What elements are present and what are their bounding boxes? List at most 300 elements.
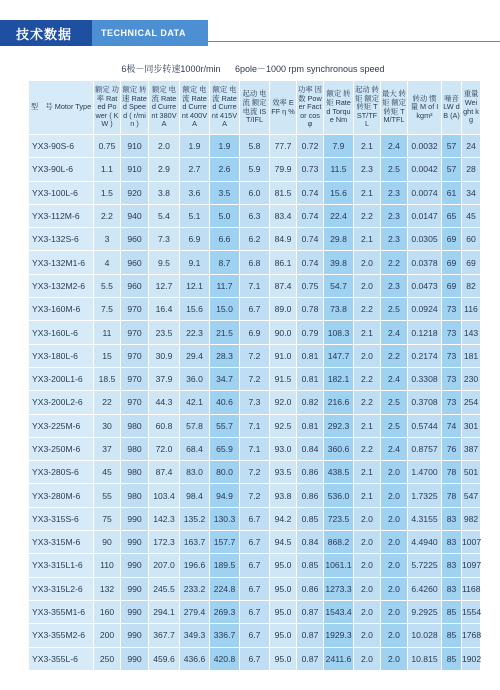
table-cell: 301 [462, 414, 481, 437]
table-cell: 95.0 [270, 554, 297, 577]
table-cell: 2.0 [354, 600, 381, 623]
table-row [29, 600, 481, 623]
table-cell: 21.5 [210, 321, 240, 344]
table-cell: 438.5 [324, 461, 354, 484]
table-cell: 6.3 [240, 204, 270, 227]
table-cell: 87.4 [149, 461, 180, 484]
motor-type-cell: YX3-132M1-6 [29, 251, 94, 274]
table-cell: 6.7 [240, 531, 270, 554]
table-cell: 7.5 [94, 298, 121, 321]
column-header: 噪音 LW dB (A) [442, 81, 462, 135]
table-cell: 6.9 [180, 228, 210, 251]
table-cell: 0.73 [297, 158, 324, 181]
table-cell: 0.74 [297, 204, 324, 227]
table-cell: 84.9 [270, 228, 297, 251]
table-cell: 6.7 [240, 577, 270, 600]
table-row [29, 321, 481, 344]
table-cell: 990 [121, 507, 149, 530]
column-header: 型 号 Motor Type [29, 81, 94, 135]
table-cell: 7.1 [240, 274, 270, 297]
table-cell: 367.7 [149, 624, 180, 647]
table-cell: 142.3 [149, 507, 180, 530]
table-cell: 0.86 [297, 484, 324, 507]
table-cell: 15 [94, 344, 121, 367]
table-cell: 0.86 [297, 577, 324, 600]
table-cell: 2.3 [381, 228, 408, 251]
table-cell: 2.7 [180, 158, 210, 181]
table-cell: 7.2 [240, 484, 270, 507]
table-cell: 69 [462, 251, 481, 274]
table-cell: 86.1 [270, 251, 297, 274]
table-cell: 79.9 [270, 158, 297, 181]
table-cell: 1.1 [94, 158, 121, 181]
table-cell: 73 [442, 367, 462, 390]
table-cell: 2.0 [354, 647, 381, 670]
table-row [29, 531, 481, 554]
table-cell: 15.6 [180, 298, 210, 321]
motor-type-cell: YX3-315L1-6 [29, 554, 94, 577]
technical-data-table [28, 80, 481, 671]
table-cell: 83 [442, 577, 462, 600]
table-cell: 94.2 [270, 507, 297, 530]
table-cell: 89.0 [270, 298, 297, 321]
table-cell: 69 [442, 251, 462, 274]
table-cell: 980 [121, 414, 149, 437]
table-cell: 0.0378 [408, 251, 442, 274]
table-cell: 34.7 [210, 367, 240, 390]
table-cell: 292.3 [324, 414, 354, 437]
table-cell: 2.3 [354, 158, 381, 181]
table-cell: 2.0 [354, 531, 381, 554]
table-cell: 65 [442, 204, 462, 227]
column-header: 重量 Weight kg [462, 81, 481, 135]
table-cell: 990 [121, 554, 149, 577]
table-cell: 0.3708 [408, 391, 442, 414]
table-cell: 5.5 [94, 274, 121, 297]
table-cell: 34 [462, 181, 481, 204]
table-row [29, 298, 481, 321]
table-cell: 459.6 [149, 647, 180, 670]
table-cell: 95.0 [270, 600, 297, 623]
table-cell: 0.74 [297, 181, 324, 204]
table-row [29, 181, 481, 204]
table-cell: 135.2 [180, 507, 210, 530]
table-row [29, 414, 481, 437]
table-cell: 501 [462, 461, 481, 484]
table-row [29, 367, 481, 390]
table-cell: 93.5 [270, 461, 297, 484]
table-cell: 103.4 [149, 484, 180, 507]
table-cell: 4.4940 [408, 531, 442, 554]
table-cell: 76 [442, 437, 462, 460]
table-row [29, 507, 481, 530]
table-row [29, 577, 481, 600]
table-row [29, 461, 481, 484]
table-cell: 16.4 [149, 298, 180, 321]
table-cell: 0.87 [297, 624, 324, 647]
table-cell: 2.1 [354, 135, 381, 158]
table-cell: 15.0 [210, 298, 240, 321]
table-cell: 22.4 [324, 204, 354, 227]
table-cell: 0.86 [297, 461, 324, 484]
table-cell: 2.3 [381, 204, 408, 227]
column-header: 最大 转矩 额定 转矩 TM/TFL [381, 81, 408, 135]
table-row [29, 391, 481, 414]
table-cell: 3.5 [210, 181, 240, 204]
table-cell: 0.78 [297, 298, 324, 321]
table-cell: 28 [462, 158, 481, 181]
table-cell: 77.7 [270, 135, 297, 158]
motor-type-cell: YX3-355M1-6 [29, 600, 94, 623]
table-cell: 39.8 [324, 251, 354, 274]
table-cell: 160 [94, 600, 121, 623]
column-header: 额定 转速 Rated Speed ( r/min ) [121, 81, 149, 135]
table-cell: 90 [94, 531, 121, 554]
table-cell: 6.7 [240, 554, 270, 577]
table-row [29, 437, 481, 460]
table-cell: 0.85 [297, 507, 324, 530]
motor-type-cell: YX3-315M-6 [29, 531, 94, 554]
table-cell: 360.6 [324, 437, 354, 460]
table-cell: 2.6 [210, 158, 240, 181]
motor-type-cell: YX3-280M-6 [29, 484, 94, 507]
table-cell: 970 [121, 391, 149, 414]
table-cell: 910 [121, 135, 149, 158]
table-cell: 23.5 [149, 321, 180, 344]
table-cell: 2.2 [381, 251, 408, 274]
table-cell: 57 [442, 135, 462, 158]
table-cell: 92.5 [270, 414, 297, 437]
column-header: 起动 电流 额定 电流 IST/IFL [240, 81, 270, 135]
table-cell: 85 [442, 600, 462, 623]
table-cell: 2.5 [381, 414, 408, 437]
table-cell: 1273.3 [324, 577, 354, 600]
table-cell: 98.4 [180, 484, 210, 507]
table-cell: 0.2174 [408, 344, 442, 367]
table-cell: 0.87 [297, 647, 324, 670]
table-cell: 30 [94, 414, 121, 437]
table-cell: 0.0032 [408, 135, 442, 158]
table-cell: 6.7 [240, 507, 270, 530]
table-cell: 2.0 [381, 624, 408, 647]
table-cell: 200 [94, 624, 121, 647]
table-cell: 2.0 [381, 577, 408, 600]
table-cell: 55.7 [210, 414, 240, 437]
table-cell: 6.4260 [408, 577, 442, 600]
table-cell: 2.1 [354, 181, 381, 204]
table-cell: 182.1 [324, 367, 354, 390]
table-cell: 2.1 [354, 414, 381, 437]
table-cell: 5.9 [240, 158, 270, 181]
table-row [29, 554, 481, 577]
table-cell: 73 [442, 391, 462, 414]
table-cell: 196.6 [180, 554, 210, 577]
table-cell: 0.74 [297, 228, 324, 251]
table-cell: 73 [442, 298, 462, 321]
table-cell: 24 [462, 135, 481, 158]
motor-type-cell: YX3-112M-6 [29, 204, 94, 227]
table-cell: 2.0 [354, 274, 381, 297]
table-cell: 6.7 [240, 647, 270, 670]
table-cell: 85 [442, 624, 462, 647]
table-cell: 12.7 [149, 274, 180, 297]
table-header-row [29, 81, 481, 135]
table-cell: 15.6 [324, 181, 354, 204]
motor-type-cell: YX3-250M-6 [29, 437, 94, 460]
table-cell: 2.0 [354, 507, 381, 530]
table-cell: 36.0 [180, 367, 210, 390]
table-cell: 12.1 [180, 274, 210, 297]
column-header: 额定 功率 Rated Power ( KW ) [94, 81, 121, 135]
table-cell: 73 [442, 321, 462, 344]
table-cell: 37.9 [149, 367, 180, 390]
table-cell: 970 [121, 367, 149, 390]
table-cell: 387 [462, 437, 481, 460]
table-cell: 91.0 [270, 344, 297, 367]
table-cell: 970 [121, 321, 149, 344]
table-cell: 1.4700 [408, 461, 442, 484]
table-cell: 80.0 [210, 461, 240, 484]
table-cell: 78 [442, 484, 462, 507]
table-cell: 2.2 [354, 204, 381, 227]
table-cell: 8.7 [210, 251, 240, 274]
table-cell: 940 [121, 204, 149, 227]
table-cell: 0.72 [297, 135, 324, 158]
table-cell: 7.9 [324, 135, 354, 158]
motor-type-cell: YX3-200L2-6 [29, 391, 94, 414]
table-cell: 75 [94, 507, 121, 530]
table-cell: 2.0 [381, 461, 408, 484]
table-cell: 9.1 [180, 251, 210, 274]
table-cell: 29.8 [324, 228, 354, 251]
table-cell: 95.0 [270, 624, 297, 647]
table-cell: 3.6 [180, 181, 210, 204]
table-cell: 5.4 [149, 204, 180, 227]
table-cell: 55 [94, 484, 121, 507]
table-cell: 2.1 [354, 484, 381, 507]
table-cell: 2411.6 [324, 647, 354, 670]
section-header [0, 20, 500, 46]
table-row [29, 274, 481, 297]
table-cell: 22 [94, 391, 121, 414]
table-cell: 0.5744 [408, 414, 442, 437]
table-cell: 536.0 [324, 484, 354, 507]
table-cell: 4 [94, 251, 121, 274]
table-row [29, 204, 481, 227]
table-cell: 94.5 [270, 531, 297, 554]
table-body [29, 135, 481, 671]
table-cell: 3.8 [149, 181, 180, 204]
subtitle-cn: 6极－同步转速1000r/min [121, 64, 221, 74]
table-cell: 11.7 [210, 274, 240, 297]
table-cell: 2.9 [149, 158, 180, 181]
table-cell: 2.0 [354, 554, 381, 577]
table-cell: 44.3 [149, 391, 180, 414]
table-cell: 60 [462, 228, 481, 251]
table-cell: 10.028 [408, 624, 442, 647]
table-cell: 108.3 [324, 321, 354, 344]
table-cell: 1543.4 [324, 600, 354, 623]
table-cell: 1929.3 [324, 624, 354, 647]
table-cell: 336.7 [210, 624, 240, 647]
table-cell: 11 [94, 321, 121, 344]
table-cell: 1.7325 [408, 484, 442, 507]
table-cell: 132 [94, 577, 121, 600]
table-cell: 74 [442, 414, 462, 437]
table-cell: 95.0 [270, 577, 297, 600]
table-cell: 2.0 [149, 135, 180, 158]
table-cell: 294.1 [149, 600, 180, 623]
table-cell: 29.4 [180, 344, 210, 367]
header-rule [208, 20, 500, 42]
table-cell: 2.0 [381, 531, 408, 554]
table-cell: 920 [121, 181, 149, 204]
table-cell: 57.8 [180, 414, 210, 437]
table-row [29, 135, 481, 158]
table-cell: 2.2 [94, 204, 121, 227]
table-cell: 4.3155 [408, 507, 442, 530]
table-cell: 37 [94, 437, 121, 460]
table-cell: 2.2 [354, 391, 381, 414]
table-cell: 7.1 [240, 414, 270, 437]
table-cell: 2.0 [381, 600, 408, 623]
motor-type-cell: YX3-355L-6 [29, 647, 94, 670]
table-cell: 436.6 [180, 647, 210, 670]
motor-type-cell: YX3-132M2-6 [29, 274, 94, 297]
section-title-cn: 技术数据 [0, 20, 92, 46]
motor-type-cell: YX3-160M-6 [29, 298, 94, 321]
table-cell: 0.0074 [408, 181, 442, 204]
table-cell: 980 [121, 484, 149, 507]
table-cell: 1.9 [210, 135, 240, 158]
table-cell: 6.7 [240, 600, 270, 623]
table-cell: 7.3 [240, 391, 270, 414]
table-cell: 9.2925 [408, 600, 442, 623]
table-cell: 970 [121, 298, 149, 321]
table-cell: 90.0 [270, 321, 297, 344]
table-cell: 2.5 [381, 158, 408, 181]
table-cell: 0.75 [94, 135, 121, 158]
table-cell: 0.8757 [408, 437, 442, 460]
table-cell: 93.0 [270, 437, 297, 460]
table-cell: 40.6 [210, 391, 240, 414]
table-cell: 7.3 [149, 228, 180, 251]
table-cell: 130.3 [210, 507, 240, 530]
table-cell: 233.2 [180, 577, 210, 600]
motor-type-cell: YX3-225M-6 [29, 414, 94, 437]
table-cell: 72.0 [149, 437, 180, 460]
table-cell: 990 [121, 577, 149, 600]
table-cell: 2.0 [354, 344, 381, 367]
table-cell: 420.8 [210, 647, 240, 670]
table-cell: 81.5 [270, 181, 297, 204]
table-cell: 82 [462, 274, 481, 297]
table-cell: 2.1 [354, 321, 381, 344]
table-cell: 6.7 [240, 624, 270, 647]
table-cell: 0.74 [297, 251, 324, 274]
table-cell: 0.81 [297, 414, 324, 437]
column-header: 功率 因数 Power Factor cos φ [297, 81, 324, 135]
table-cell: 172.3 [149, 531, 180, 554]
table-cell: 83.0 [180, 461, 210, 484]
table-cell: 30.9 [149, 344, 180, 367]
motor-type-cell: YX3-280S-6 [29, 461, 94, 484]
column-header: 额定 转矩 Rated Torque Nm [324, 81, 354, 135]
table-cell: 0.0473 [408, 274, 442, 297]
table-cell: 110 [94, 554, 121, 577]
motor-type-cell: YX3-200L1-6 [29, 367, 94, 390]
table-cell: 69 [442, 274, 462, 297]
motor-type-cell: YX3-100L-6 [29, 181, 94, 204]
table-cell: 163.7 [180, 531, 210, 554]
table-cell: 147.7 [324, 344, 354, 367]
table-cell: 65.9 [210, 437, 240, 460]
table-cell: 0.84 [297, 437, 324, 460]
table-cell: 868.2 [324, 531, 354, 554]
table-cell: 3 [94, 228, 121, 251]
table-cell: 990 [121, 531, 149, 554]
table-cell: 73.8 [324, 298, 354, 321]
table-cell: 269.3 [210, 600, 240, 623]
table-cell: 143 [462, 321, 481, 344]
table-cell: 57 [442, 158, 462, 181]
table-cell: 68.4 [180, 437, 210, 460]
table-cell: 9.5 [149, 251, 180, 274]
table-row [29, 158, 481, 181]
table-cell: 6.7 [240, 298, 270, 321]
table-cell: 2.4 [381, 367, 408, 390]
table-cell: 2.3 [381, 274, 408, 297]
table-cell: 7.1 [240, 437, 270, 460]
table-cell: 207.0 [149, 554, 180, 577]
table-cell: 91.5 [270, 367, 297, 390]
table-cell: 22.3 [180, 321, 210, 344]
table-cell: 7.2 [240, 367, 270, 390]
table-cell: 78 [442, 461, 462, 484]
table-cell: 0.0147 [408, 204, 442, 227]
table-cell: 960 [121, 251, 149, 274]
table-cell: 0.0042 [408, 158, 442, 181]
table-cell: 83 [442, 554, 462, 577]
table-cell: 28.3 [210, 344, 240, 367]
table-row [29, 484, 481, 507]
column-header: 额定 电流 Rated Current 380VA [149, 81, 180, 135]
motor-type-cell: YX3-355M2-6 [29, 624, 94, 647]
table-cell: 1.9 [180, 135, 210, 158]
table-cell: 2.5 [381, 391, 408, 414]
table-cell: 87.4 [270, 274, 297, 297]
table-cell: 990 [121, 647, 149, 670]
table-cell: 1061.1 [324, 554, 354, 577]
table-cell: 0.75 [297, 274, 324, 297]
table-cell: 216.6 [324, 391, 354, 414]
table-cell: 2.2 [354, 367, 381, 390]
table-cell: 5.8 [240, 135, 270, 158]
table-cell: 42.1 [180, 391, 210, 414]
table-cell: 224.8 [210, 577, 240, 600]
table-cell: 1.5 [94, 181, 121, 204]
table-cell: 0.79 [297, 321, 324, 344]
motor-type-cell: YX3-180L-6 [29, 344, 94, 367]
motor-type-cell: YX3-90S-6 [29, 135, 94, 158]
table-cell: 547 [462, 484, 481, 507]
table-cell: 83 [442, 507, 462, 530]
table-cell: 5.0 [210, 204, 240, 227]
table-cell: 60.8 [149, 414, 180, 437]
table-row [29, 624, 481, 647]
table-cell: 6.2 [240, 228, 270, 251]
table-cell: 0.81 [297, 344, 324, 367]
